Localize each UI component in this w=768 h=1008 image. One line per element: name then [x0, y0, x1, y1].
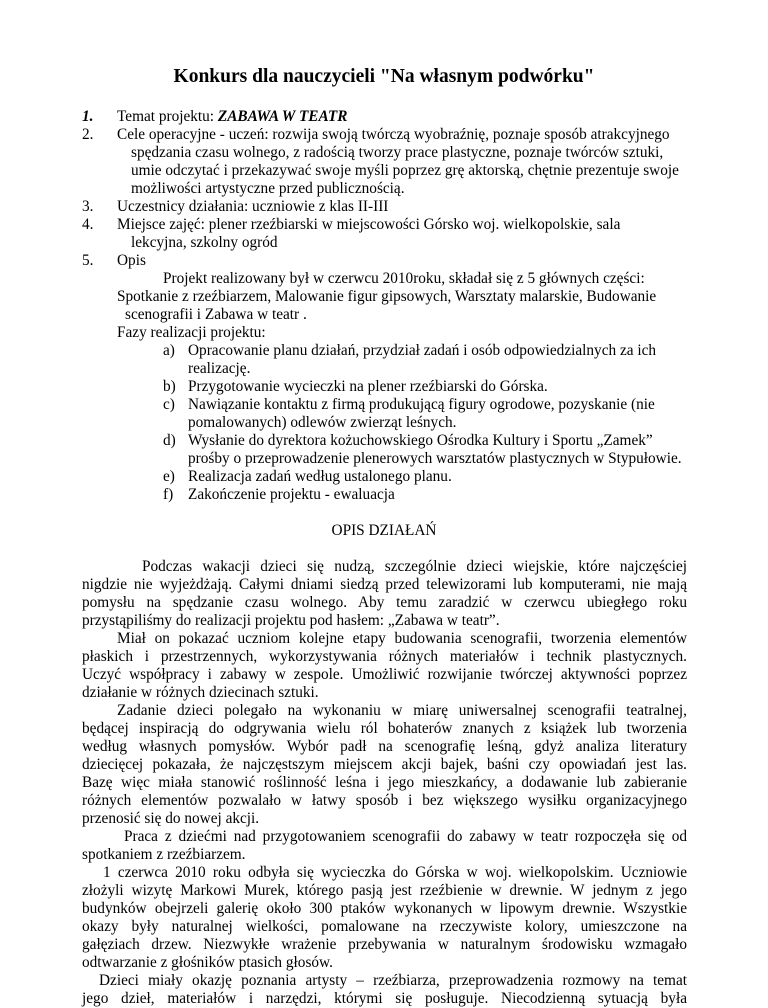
opis-line: scenografii i Zabawa w teatr .	[125, 306, 307, 323]
phase-line: Nawiązanie kontaktu z firmą produkującą figury ogrodowe, pozyskanie (nie	[188, 396, 655, 413]
paragraph-line: płaskich i przestrzennych, wykorzystywania różnych materiałów i technik plastycznych.	[82, 648, 687, 665]
paragraph-line: działanie w różnych dziecinach sztuki.	[82, 684, 319, 701]
goals-line: spędzania czasu wolnego, z radością tworzy prace plastyczne, poznaje twórców sztuki,	[131, 144, 664, 161]
paragraph-line: różnych elementów pozwalało w łatwy sposób i bez większego wysiłku organizacyjnego	[82, 792, 687, 809]
phase-line: realizację.	[188, 360, 251, 377]
list-number-3: 3.	[82, 198, 94, 215]
paragraph-line: dziecięcej pokazała, że najczęstszym miejscem akcji bajek, baśni czy opowiadań jest las.	[82, 756, 687, 773]
paragraph-line: pomysłu na spędzanie czasu wolnego. Aby temu zaradzić w czerwcu ubiegłego roku	[82, 594, 687, 611]
opis-line: Projekt realizowany był w czerwcu 2010roku, składał się z 5 głównych części:	[163, 270, 645, 287]
list-number-5: 5.	[82, 252, 94, 269]
opis-line: Spotkanie z rzeźbiarzem, Malowanie figur gipsowych, Warsztaty malarskie, Budowanie	[117, 288, 657, 305]
topic-label: Temat projektu:	[117, 108, 218, 125]
location-line: Miejsce zajęć: plener rzeźbiarski w miejscowości Górsko woj. wielkopolskie, sala	[117, 216, 621, 233]
phase-letter: e)	[163, 468, 175, 485]
paragraph-line: Zadanie dzieci polegało na wykonaniu w miarę uniwersalnej scenografii teatralnej,	[117, 702, 687, 719]
list-number-2: 2.	[82, 126, 94, 143]
paragraph-line: okazy były naturalnej wielkości, pomalowane na rzeczywiste kolory, umieszczone na	[82, 918, 687, 935]
phase-line: Opracowanie planu działań, przydział zadań i osób odpowiedzialnych za ich	[188, 342, 657, 359]
paragraph-line: jego dzieł, materiałów i narzędzi, którymi się posługuje. Niecodzienną sytuacją była	[82, 990, 687, 1007]
paragraph-line: odtwarzanie z głośników ptasich głosów.	[82, 954, 333, 971]
paragraph-line: przenosić się do nowej akcji.	[82, 810, 260, 827]
phase-line: prośby o przeprowadzenie plenerowych warsztatów plastycznych w Stypułowie.	[188, 450, 682, 467]
paragraph-line: Praca z dziećmi nad przygotowaniem scenografii do zabawy w teatr rozpoczęła się od	[124, 828, 687, 845]
phase-line: Realizacja zadań według ustalonego planu.	[188, 468, 452, 485]
paragraph-line: gałęziach drzew. Niezwykłe wrażenie przebywania w naturalnym środowisku wzmagało	[82, 936, 687, 953]
paragraph-line: będącej inspiracją do odgrywania wielu ról bohaterów znanych z książek lub tworzenia	[82, 720, 687, 737]
paragraph-line: według własnych pomysłów. Wybór padł na scenografię leśną, gdyż analiza literatury	[82, 738, 687, 755]
paragraph-line: 1 czerwca 2010 roku odbyła się wycieczka do Górska w woj. wielkopolskim. Uczniowie	[103, 864, 687, 881]
list-number-4: 4.	[82, 216, 94, 233]
phase-letter: c)	[163, 396, 175, 413]
paragraph-line: Miał on pokazać uczniom kolejne etapy budowania scenografii, tworzenia elementów	[117, 630, 687, 647]
paragraph-line: budynków obejrzeli galerię około 300 ptaków wykonanych w lipowym drewnie. Wszystkie	[82, 900, 687, 917]
paragraph-line: Podczas wakacji dzieci się nudzą, szczególnie dzieci wiejskie, które najczęściej	[142, 558, 687, 575]
paragraph-line: przystąpiliśmy do realizacji projektu pod hasłem: „Zabawa w teatr”.	[82, 612, 500, 629]
phase-line: Zakończenie projektu - ewaluacja	[188, 486, 395, 503]
list-number-1: 1.	[82, 108, 94, 125]
phase-letter: f)	[163, 486, 174, 503]
phase-letter: a)	[163, 342, 175, 359]
phase-line: Przygotowanie wycieczki na plener rzeźbiarski do Górska.	[188, 378, 548, 395]
phase-line: Wysłanie do dyrektora kożuchowskiego Ośrodka Kultury i Sportu „Zamek”	[188, 432, 653, 449]
participants-line: Uczestnicy działania: uczniowie z klas II-III	[117, 198, 389, 215]
paragraph-line: spotkaniem z rzeźbiarzem.	[82, 846, 246, 863]
document-title: Konkurs dla nauczycieli "Na własnym podwórku"	[173, 66, 595, 87]
paragraph-line: Bazę więc miała stanowić roślinność leśna i jego mieszkańcy, a dodawanie lub zabieranie	[82, 774, 687, 791]
goals-line: możliwości artystyczne przed publicznością.	[131, 180, 405, 197]
topic-value: ZABAWA W TEATR	[217, 108, 348, 125]
paragraph-line: Uczyć współpracy i zabawy w zespole. Umożliwić rozwijanie twórczej aktywności poprzez	[82, 666, 687, 683]
paragraph-line: nigdzie nie wyjeżdżają. Całymi dniami siedzą przed telewizorami lub komputerami, nie mają	[82, 576, 687, 593]
phase-line: pomalowanych) odlewów zwierząt leśnych.	[188, 414, 457, 431]
location-line: lekcyjna, szkolny ogród	[131, 234, 278, 251]
description-heading: Opis	[117, 252, 146, 269]
opis-line: Fazy realizacji projektu:	[117, 324, 266, 341]
section-title: OPIS DZIAŁAŃ	[331, 522, 437, 539]
goals-line: Cele operacyjne - uczeń: rozwija swoją twórczą wyobraźnię, poznaje sposób atrakcyjnego	[117, 126, 670, 143]
goals-line: umie odczytać i przekazywać swoje myśli poprzez grę aktorską, chętnie prezentuje swoje	[131, 162, 679, 179]
phase-letter: d)	[163, 432, 176, 449]
list-item-topic	[117, 108, 347, 126]
paragraph-line: Dzieci miały okazję poznania artysty – rzeźbiarza, przeprowadzenia rozmowy na temat	[99, 972, 687, 989]
phase-letter: b)	[163, 378, 176, 395]
paragraph-line: złożyli wizytę Markowi Murek, którego pasją jest rzeźbienie w drewnie. W jednym z jego	[82, 882, 687, 899]
